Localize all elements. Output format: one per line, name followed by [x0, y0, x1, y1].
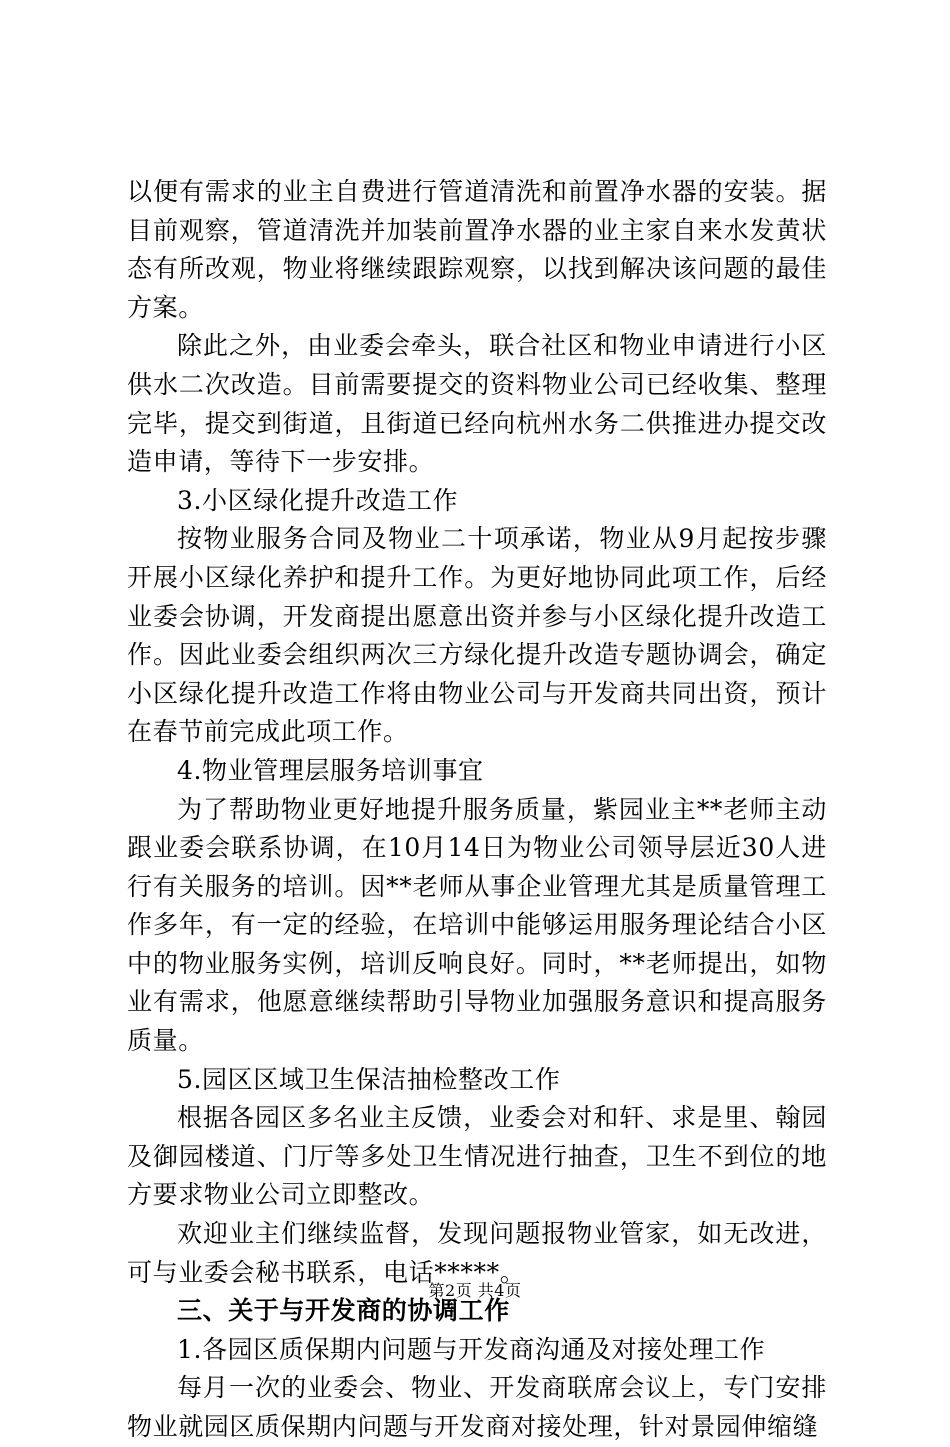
paragraph-training: 为了帮助物业更好地提升服务质量，紫园业主**老师主动跟业委会联系协调，在10月14日为物业公司领导层近30人进行有关服务的培训。因**老师从事企业管理尤其是质量管理工作多年，有一定的经验，在培训中能够运用服务理论结合小区中的物业服务实例，培训反响良好。同时，**老师提出，如物业有需求，他愿意继续帮助引导物业加强服务意识和提高服务质量。 — [127, 794, 827, 1056]
section-heading-developer: 三、关于与开发商的协调工作 — [177, 1296, 510, 1326]
subheading-warranty: 1.各园区质保期内问题与开发商沟通及对接处理工作 — [177, 1334, 766, 1364]
paragraph-greening: 按物业服务合同及物业二十项承诺，物业从9月起按步骤开展小区绿化养护和提升工作。为更好地协同此项工作，后经业委会协调，开发商提出愿意出资并参与小区绿化提升改造工作。因此业委会组织两次三方绿化提升改造专题协调会，确定小区绿化提升改造工作将由物业公司与开发商共同出资，预计在春节前完成此项工作。 — [127, 524, 827, 747]
page-footer: 第2页 共4页 — [428, 1281, 522, 1300]
subheading-greening: 3.小区绿化提升改造工作 — [177, 485, 459, 515]
paragraph-sanitation: 根据各园区多名业主反馈，业委会对和轩、求是里、翰园及御园楼道、门厅等多处卫生情况进行抽查，卫生不到位的地方要求物业公司立即整改。 — [127, 1103, 827, 1210]
subheading-sanitation: 5.园区区域卫生保洁抽检整改工作 — [177, 1064, 561, 1094]
document-body — [127, 173, 827, 1447]
subheading-training: 4.物业管理层服务培训事宜 — [177, 755, 484, 785]
paragraph-secondary-water-supply: 除此之外，由业委会牵头，联合社区和物业申请进行小区供水二次改造。目前需要提交的资料物业公司已经收集、整理完毕，提交到街道，且街道已经向杭州水务二供推进办提交改造申请，等待下一步安排。 — [127, 331, 827, 477]
paragraph-warranty: 每月一次的业委会、物业、开发商联席会议上，专门安排物业就园区质保期内问题与开发商对接处理，针对景园伸缩缝 — [127, 1373, 827, 1441]
paragraph-water-purifier-continued: 以便有需求的业主自费进行管道清洗和前置净水器的安装。据目前观察，管道清洗并加装前置净水器的业主家自来水发黄状态有所改观，物业将继续跟踪观察，以找到解决该问题的最佳方案。 — [127, 177, 827, 322]
paragraph-supervision: 欢迎业主们继续监督，发现问题报物业管家，如无改进，可与业委会秘书联系，电话*****。 — [127, 1219, 827, 1287]
